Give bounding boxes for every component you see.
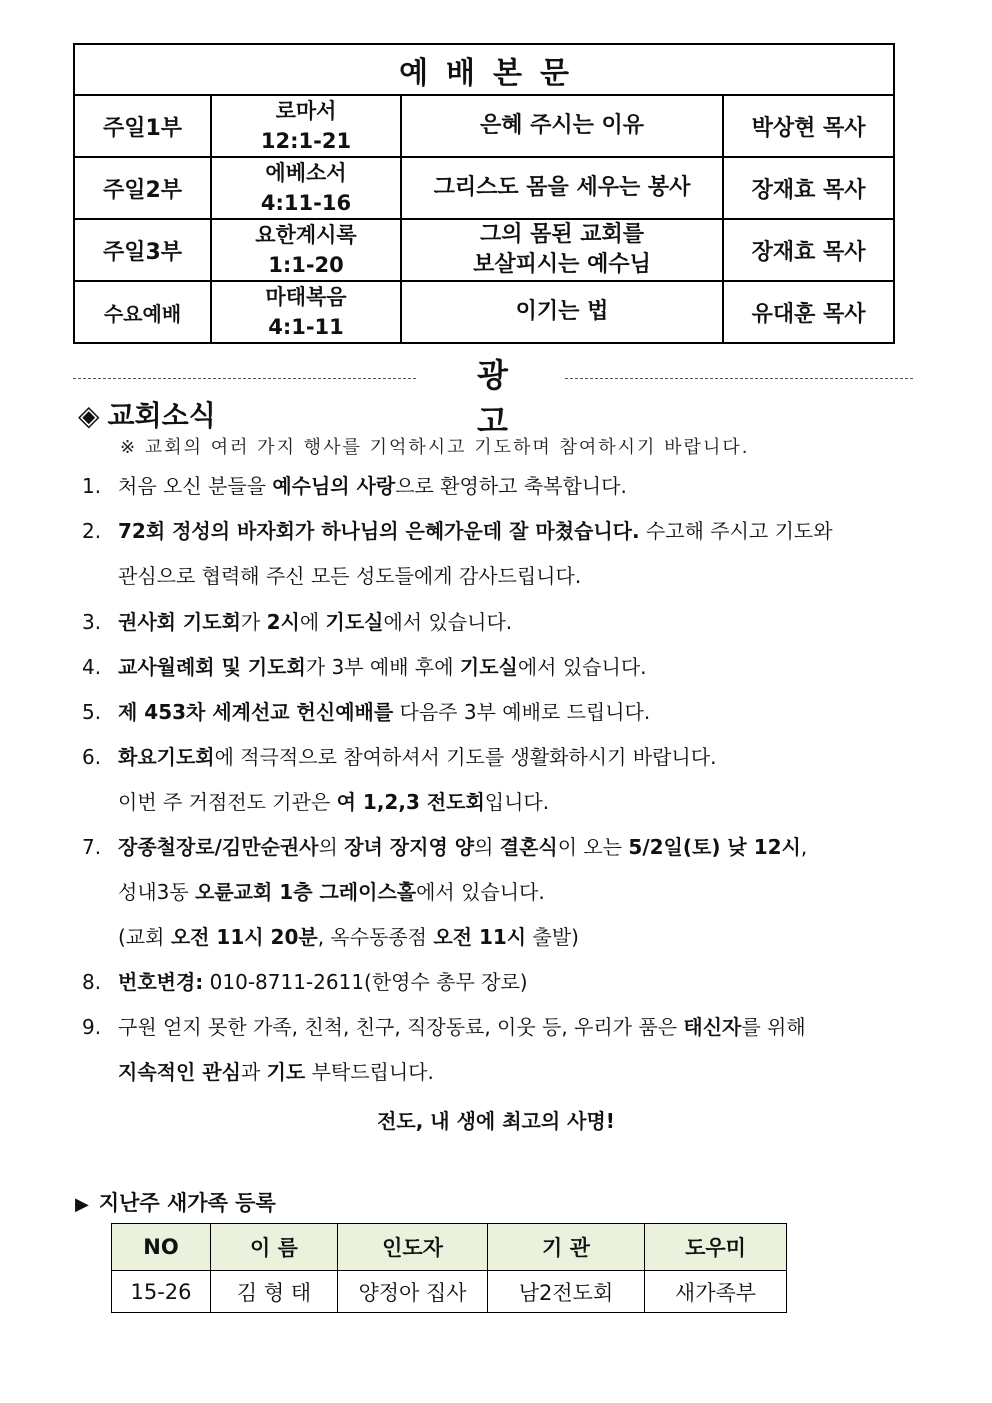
news-item bbox=[82, 966, 528, 995]
news-item bbox=[82, 741, 716, 770]
news-text-segment: 5/2일(토) 낮 12시 bbox=[628, 835, 801, 859]
news-text-segment: 다음주 3부 예배로 드립니다. bbox=[393, 700, 651, 724]
scripture-book: 마태복음 bbox=[265, 285, 347, 309]
news-text-segment: 가 bbox=[240, 610, 267, 634]
news-item-number: 4. bbox=[82, 655, 102, 679]
news-text-segment: 의 bbox=[318, 835, 345, 859]
news-text-segment: 이 오는 bbox=[557, 835, 629, 859]
news-item bbox=[82, 1011, 806, 1040]
column-header: 도우미 bbox=[645, 1224, 787, 1271]
news-text-segment: 기도실 bbox=[459, 655, 518, 679]
column-header: 기 관 bbox=[488, 1224, 645, 1271]
news-item-number: 6. bbox=[82, 745, 102, 769]
service-name: 주일3부 bbox=[74, 219, 211, 281]
news-item bbox=[82, 831, 807, 860]
scripture bbox=[211, 157, 401, 219]
news-item-continuation bbox=[118, 921, 579, 950]
news-item-continuation bbox=[118, 786, 549, 815]
news-note: ※ 교회의 여러 가지 행사를 기억하시고 기도하며 참여하시기 바랍니다. bbox=[120, 437, 750, 458]
news-text-segment: 교사월례회 및 기도회 bbox=[118, 655, 306, 679]
sermon-title bbox=[401, 219, 723, 281]
news-text-segment: 에 bbox=[299, 610, 326, 634]
scripture-book: 에베소서 bbox=[265, 161, 347, 185]
news-item bbox=[82, 651, 647, 680]
sermon-line: 그의 몸된 교회를 bbox=[479, 222, 645, 247]
table-cell: 새가족부 bbox=[645, 1271, 787, 1313]
news-text-segment: , 옥수동종점 bbox=[317, 925, 434, 949]
news-text-segment: 장종철장로/김만순권사 bbox=[118, 835, 319, 859]
news-item-continuation bbox=[118, 1056, 434, 1085]
news-text-segment: 구원 얻지 못한 가족, 친척, 친구, 직장동료, 이웃 등, 우리가 품은 bbox=[118, 1015, 684, 1039]
worship-row bbox=[74, 157, 894, 219]
news-item bbox=[82, 515, 833, 544]
news-text-segment: 출발) bbox=[526, 925, 579, 949]
news-heading bbox=[78, 394, 216, 434]
sermon-title: 은혜 주시는 이유 bbox=[401, 95, 723, 157]
scripture bbox=[211, 281, 401, 343]
news-item bbox=[82, 606, 512, 635]
news-item bbox=[82, 470, 627, 499]
news-text-segment: 오전 11시 bbox=[433, 925, 527, 949]
news-text-segment: 이번 주 거점전도 기관은 bbox=[118, 790, 337, 814]
news-text-segment: 화요기도회 bbox=[118, 745, 215, 769]
triangle-icon: ▶ bbox=[75, 1194, 89, 1215]
news-text-segment: 여 1,2,3 전도회 bbox=[336, 790, 485, 814]
dashed-divider bbox=[73, 378, 416, 379]
column-header: NO bbox=[112, 1224, 211, 1271]
preacher: 장재효 목사 bbox=[723, 219, 894, 281]
table-cell: 양정아 집사 bbox=[338, 1271, 488, 1313]
news-item-number: 3. bbox=[82, 610, 102, 634]
new-family-heading bbox=[75, 1187, 276, 1217]
table-cell: 김 형 태 bbox=[211, 1271, 338, 1313]
motto: 전도, 내 생에 최고의 사명! bbox=[377, 1109, 615, 1133]
service-name: 주일1부 bbox=[74, 95, 211, 157]
news-text-segment: 가 3부 예배 후에 bbox=[305, 655, 460, 679]
news-text-segment: 72회 정성의 바자회가 하나님의 은혜가운데 잘 마쳤습니다. bbox=[118, 519, 640, 543]
news-item-number: 1. bbox=[82, 474, 102, 498]
news-text-segment: 의 bbox=[474, 835, 500, 859]
new-family-table bbox=[111, 1223, 787, 1313]
scripture-ref: 12:1-21 bbox=[260, 129, 352, 153]
worship-row bbox=[74, 95, 894, 157]
news-text-segment: 부탁드립니다. bbox=[305, 1060, 434, 1084]
news-text-segment: , bbox=[800, 835, 808, 859]
table-row bbox=[112, 1271, 787, 1313]
dashed-divider bbox=[565, 378, 913, 379]
news-text-segment: 처음 오신 분들을 bbox=[118, 474, 273, 498]
news-text-segment: 제 453차 세계선교 헌신예배를 bbox=[118, 700, 394, 724]
service-name: 주일2부 bbox=[74, 157, 211, 219]
news-text-segment: 권사회 기도회 bbox=[118, 610, 241, 634]
column-header: 인도자 bbox=[338, 1224, 488, 1271]
news-text-segment: 에서 있습니다. bbox=[416, 880, 545, 904]
news-text-segment: 입니다. bbox=[484, 790, 550, 814]
scripture-ref: 1:1-20 bbox=[268, 253, 344, 277]
news-text-segment: 지속적인 관심 bbox=[118, 1060, 241, 1084]
news-item-continuation bbox=[118, 876, 545, 905]
scripture bbox=[211, 219, 401, 281]
news-text-segment: 에서 있습니다. bbox=[383, 610, 513, 634]
sermon-line: 보살피시는 예수님 bbox=[473, 252, 651, 277]
ad-title: 광고 bbox=[477, 356, 548, 440]
sermon-title: 이기는 법 bbox=[401, 281, 723, 343]
worship-title: 예배본문 bbox=[74, 44, 894, 95]
scripture-book: 로마서 bbox=[275, 99, 337, 123]
news-item-number: 8. bbox=[82, 970, 102, 994]
news-text-segment: 오전 11시 20분 bbox=[170, 925, 318, 949]
news-text-segment: 으로 환영하고 축복합니다. bbox=[395, 474, 627, 498]
news-text-segment: (교회 bbox=[118, 925, 171, 949]
news-heading-text: 교회소식 bbox=[107, 399, 216, 432]
news-text-segment: 010-8711-2611(한영수 총무 장로) bbox=[203, 970, 528, 994]
preacher: 장재효 목사 bbox=[723, 157, 894, 219]
news-text-segment: 태신자 bbox=[683, 1015, 742, 1039]
news-text-segment: 결혼식 bbox=[499, 835, 558, 859]
news-text-segment: 과 bbox=[240, 1060, 267, 1084]
scripture bbox=[211, 95, 401, 157]
news-text-segment: 기도실 bbox=[325, 610, 384, 634]
service-name: 수요예배 bbox=[74, 281, 211, 343]
news-item-number: 5. bbox=[82, 700, 102, 724]
worship-table bbox=[73, 43, 895, 344]
news-text-segment: 기도 bbox=[266, 1060, 306, 1084]
news-text-segment: 장녀 장지영 양 bbox=[344, 835, 475, 859]
news-text-segment: 수고해 주시고 기도와 bbox=[639, 519, 833, 543]
news-text-segment: 오륜교회 1층 그레이스홀 bbox=[195, 880, 417, 904]
worship-row bbox=[74, 281, 894, 343]
news-text-segment: 에서 있습니다. bbox=[517, 655, 647, 679]
new-family-heading-text: 지난주 새가족 등록 bbox=[98, 1191, 276, 1215]
preacher: 유대훈 목사 bbox=[723, 281, 894, 343]
news-item-number: 7. bbox=[82, 835, 102, 859]
news-text-segment: 번호변경: bbox=[118, 970, 204, 994]
news-text-segment: 성내3동 bbox=[118, 880, 196, 904]
preacher: 박상현 목사 bbox=[723, 95, 894, 157]
table-cell: 남2전도회 bbox=[488, 1271, 645, 1313]
news-text-segment: 를 위해 bbox=[741, 1015, 806, 1039]
column-header: 이 름 bbox=[211, 1224, 338, 1271]
worship-row bbox=[74, 219, 894, 281]
news-text-segment: 예수님의 사랑 bbox=[272, 474, 396, 498]
scripture-ref: 4:11-16 bbox=[260, 191, 352, 215]
news-item bbox=[82, 696, 650, 725]
news-text-segment: 2시 bbox=[266, 610, 300, 634]
news-item-continuation: 관심으로 협력해 주신 모든 성도들에게 감사드립니다. bbox=[118, 564, 582, 588]
scripture-book: 요한계시록 bbox=[255, 223, 357, 247]
diamond-icon: ◈ bbox=[78, 399, 100, 432]
news-text-segment: 에 적극적으로 참여하셔서 기도를 생활화하시기 바랍니다. bbox=[214, 745, 717, 769]
table-cell: 15-26 bbox=[112, 1271, 211, 1313]
news-item-number: 9. bbox=[82, 1015, 102, 1039]
news-item-number: 2. bbox=[82, 519, 102, 543]
scripture-ref: 4:1-11 bbox=[268, 315, 344, 339]
sermon-title: 그리스도 몸을 세우는 봉사 bbox=[401, 157, 723, 219]
table-header-row bbox=[112, 1224, 787, 1271]
